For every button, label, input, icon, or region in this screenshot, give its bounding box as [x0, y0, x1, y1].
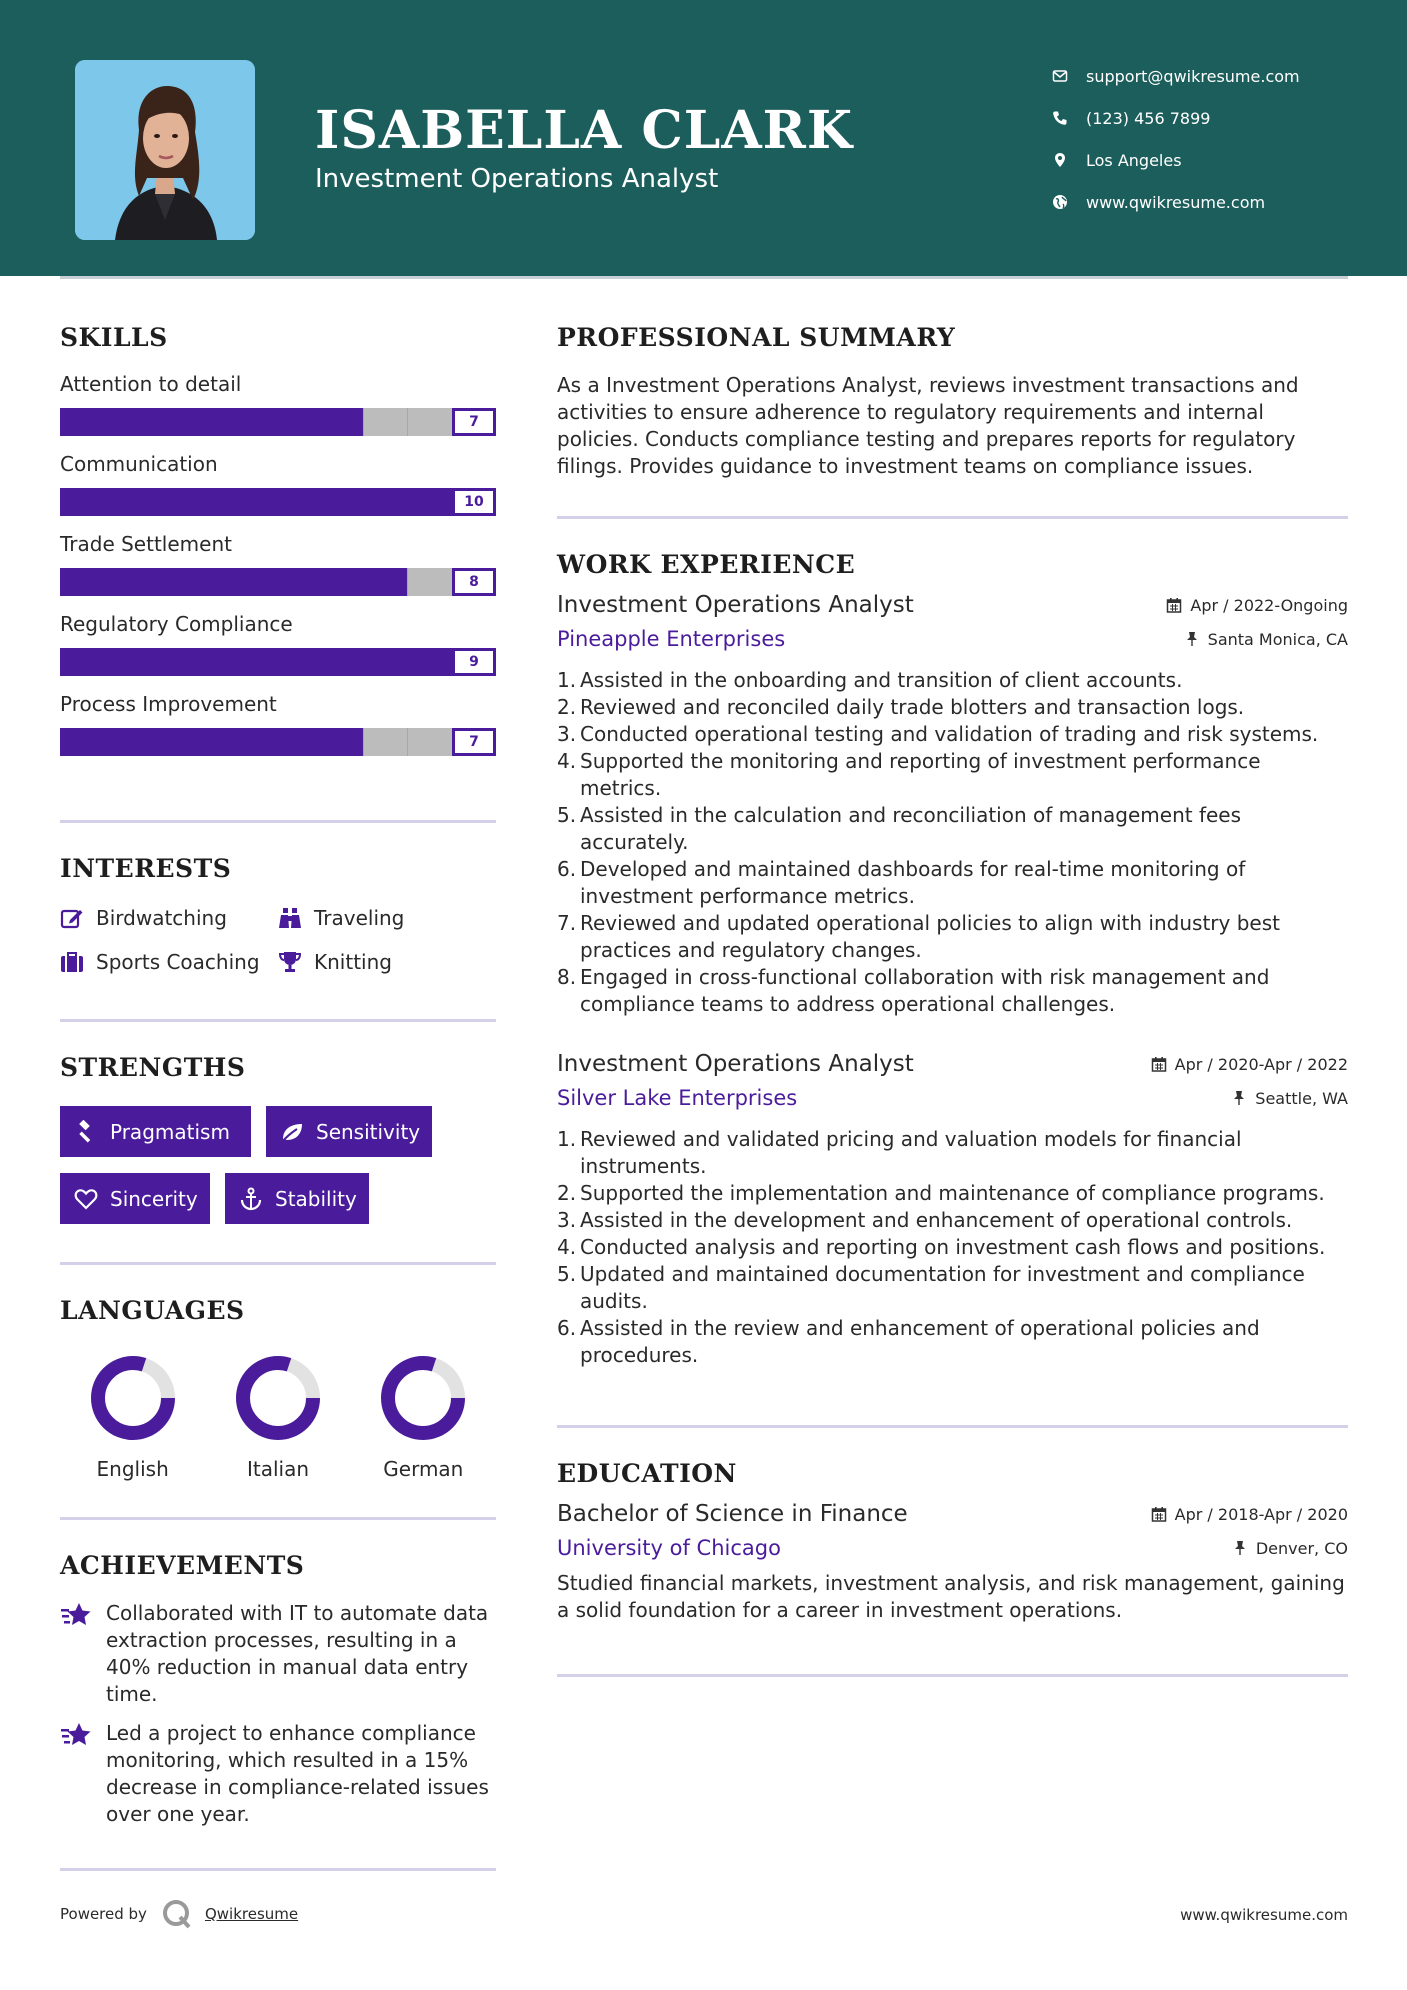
contact-list: [1050, 55, 1300, 223]
footer-branding: [60, 1898, 298, 1930]
pin-icon: [1184, 631, 1200, 647]
duty-text: Assisted in the onboarding and transition of client accounts.: [580, 668, 1183, 692]
duty-item: 5 . Assisted in the calculation and reconciliation of management fees accurately.: [557, 802, 1348, 856]
calendar-icon: [1166, 597, 1182, 613]
edit-icon: [60, 906, 84, 930]
duty-item: 3 . Conducted operational testing and validation of trading and risk systems.: [557, 721, 1348, 748]
skill-bar-segment: [233, 728, 276, 756]
job-duties: [557, 667, 1348, 1018]
language-donut: [88, 1353, 178, 1443]
skill-bar-segment: [104, 648, 148, 676]
globe-icon: [1050, 192, 1070, 212]
skill-bar-segment: [276, 408, 319, 436]
skill-bar-segment: [104, 488, 148, 516]
contact-phone[interactable]: [1050, 97, 1300, 139]
skill-bar-segment: [103, 728, 146, 756]
skill-bar-segment: [364, 568, 408, 596]
pin-icon: [1232, 1540, 1248, 1556]
section-divider: [60, 1262, 496, 1265]
achievement-item: [60, 1600, 496, 1708]
skill-level-value: 7: [452, 728, 496, 756]
duty-item: 5 . Updated and maintained documentation for investment and compliance audits.: [557, 1261, 1348, 1315]
qwikresume-logo-icon: [161, 1898, 193, 1930]
language-name: English: [96, 1457, 169, 1481]
skill-bar-segment: [60, 488, 104, 516]
skill-bar-segment: [190, 568, 233, 596]
contact-phone-text: (123) 456 7899: [1086, 108, 1211, 128]
binoculars-icon: [278, 906, 302, 930]
achievements-section: [60, 1548, 496, 1828]
language-donut: [233, 1353, 323, 1443]
experience-heading: WORK EXPERIENCE: [557, 550, 856, 579]
skill-bar-segment: [320, 568, 363, 596]
skills-heading: SKILLS: [60, 323, 168, 352]
phone-icon: [1050, 108, 1070, 128]
strength-badge: [225, 1173, 369, 1224]
job-role: Investment Operations Analyst: [557, 1051, 914, 1077]
skill-bar-segment: [60, 568, 103, 596]
job-date: [1151, 1055, 1348, 1074]
duty-item: 1 . Assisted in the onboarding and transition of client accounts.: [557, 667, 1348, 694]
education-location-text: Denver, CO: [1255, 1538, 1348, 1558]
education-date-text: Apr / 2018-Apr / 2020: [1174, 1504, 1348, 1524]
skill-level-value: 7: [452, 408, 496, 436]
education-degree: Bachelor of Science in Finance: [557, 1501, 908, 1527]
education-entry: [557, 1496, 1348, 1624]
strength-label: Stability: [275, 1186, 357, 1211]
education-description: Studied financial markets, investment analysis, and risk management, gaining a solid foundation for a career in investment operations.: [557, 1571, 1345, 1622]
education-school: University of Chicago: [557, 1536, 781, 1560]
skill-bar-segment: [147, 568, 190, 596]
envelope-icon: [1050, 66, 1070, 86]
skill-bar-segment: [321, 648, 365, 676]
skill-bar-segment: [409, 488, 453, 516]
skill-bar-segment: [234, 488, 278, 516]
skill-bar-segment: [234, 648, 278, 676]
strengths-heading: STRENGTHS: [60, 1053, 246, 1082]
strength-badge: [60, 1106, 251, 1157]
map-marker-icon: [1050, 150, 1070, 170]
heart-icon: [74, 1187, 98, 1211]
duty-text: Assisted in the development and enhancement of operational controls.: [580, 1208, 1293, 1232]
languages-section: [60, 1293, 496, 1481]
language-name: German: [383, 1457, 464, 1481]
job-location: [1231, 1089, 1348, 1108]
candidate-name: ISABELLA CLARK: [315, 100, 854, 161]
duty-item: 6 . Assisted in the review and enhancement of operational policies and procedures.: [557, 1315, 1348, 1369]
interest-label: Sports Coaching: [96, 950, 260, 974]
skill-bar: [60, 568, 496, 596]
duty-item: 3 . Assisted in the development and enhancement of operational controls.: [557, 1207, 1348, 1234]
skill-bar-segment: [147, 488, 191, 516]
skill-bar-segment: [365, 488, 409, 516]
calendar-icon: [1151, 1506, 1167, 1522]
duty-item: 7 . Reviewed and updated operational policies to align with industry best practices and regulatory changes.: [557, 910, 1348, 964]
interests-section: [60, 851, 496, 975]
skill-bar-segment: [60, 728, 103, 756]
skill-bar-segment: [60, 648, 104, 676]
achievement-text: Collaborated with IT to automate data extraction processes, resulting in a 40% reduction in manual data entry time.: [106, 1601, 489, 1706]
skill-level-value: 9: [452, 648, 496, 676]
duty-text: Conducted operational testing and validation of trading and risk systems.: [580, 722, 1319, 746]
contact-website-text: www.qwikresume.com: [1086, 192, 1266, 212]
section-divider: [60, 1517, 496, 1520]
language-item: [60, 1353, 205, 1481]
achievement-item: [60, 1720, 496, 1828]
contact-location-text: Los Angeles: [1086, 150, 1182, 170]
left-column: [60, 320, 496, 1871]
summary-heading: PROFESSIONAL SUMMARY: [557, 323, 956, 352]
section-divider: [60, 1868, 496, 1871]
duty-text: Assisted in the calculation and reconciliation of management fees accurately.: [580, 803, 1242, 854]
interest-item: [278, 905, 496, 931]
duty-text: Developed and maintained dashboards for real-time monitoring of investment performance metrics.: [580, 857, 1246, 908]
section-divider: [60, 820, 496, 823]
job-entry: [557, 587, 1348, 1018]
star-icon: [60, 1598, 94, 1632]
duty-item: 6 . Developed and maintained dashboards for real-time monitoring of investment performance metrics.: [557, 856, 1348, 910]
leaf-icon: [280, 1120, 304, 1144]
skill-name: Trade Settlement: [60, 532, 232, 556]
skill-bar-segment: [191, 648, 235, 676]
strength-badge: [266, 1106, 432, 1157]
skill-bar-segment: [190, 408, 233, 436]
duty-item: 2 . Supported the implementation and maintenance of compliance programs.: [557, 1180, 1348, 1207]
duty-text: Reviewed and reconciled daily trade blotters and transaction logs.: [580, 695, 1245, 719]
skill-name: Communication: [60, 452, 218, 476]
skill-bar-segment: [103, 568, 146, 596]
skill-bar-segment: [147, 648, 191, 676]
duty-item: 4 . Supported the monitoring and reporting of investment performance metrics.: [557, 748, 1348, 802]
strengths-section: [60, 1050, 496, 1224]
language-item: [205, 1353, 350, 1481]
contact-email[interactable]: [1050, 55, 1300, 97]
skill-item: [60, 448, 496, 516]
skill-bar-segment: [60, 408, 103, 436]
contact-website[interactable]: [1050, 181, 1300, 223]
duty-item: 8 . Engaged in cross-functional collaboration with risk management and compliance teams to address operational challenges.: [557, 964, 1348, 1018]
strength-badge: [60, 1173, 210, 1224]
anchor-icon: [239, 1187, 263, 1211]
skill-bar: [60, 728, 496, 756]
resume-header: [0, 0, 1407, 276]
trophy-icon: [278, 950, 302, 974]
pin-icon: [1231, 1090, 1247, 1106]
skill-bar-segment: [408, 648, 453, 676]
skill-bar: [60, 408, 496, 436]
education-section: [557, 1456, 1348, 1624]
calendar-icon: [1151, 1056, 1167, 1072]
skill-item: [60, 368, 496, 436]
skill-name: Attention to detail: [60, 372, 242, 396]
language-donut: [378, 1353, 468, 1443]
language-name: Italian: [246, 1457, 310, 1481]
summary-section: [557, 320, 1348, 480]
right-column: [557, 320, 1348, 1677]
strength-label: Sincerity: [110, 1186, 198, 1211]
contact-location: [1050, 139, 1300, 181]
duty-text: Supported the implementation and maintenance of compliance programs.: [580, 1181, 1325, 1205]
education-date: [1151, 1505, 1348, 1524]
skill-bar-segment: [278, 488, 322, 516]
interests-heading: INTERESTS: [60, 854, 232, 883]
duty-text: Supported the monitoring and reporting of investment performance metrics.: [580, 749, 1261, 800]
duty-text: Reviewed and updated operational policies to align with industry best practices and regulatory changes.: [580, 911, 1280, 962]
skill-bar-segment: [234, 568, 277, 596]
job-entry: [557, 1046, 1348, 1369]
profile-photo: [75, 60, 255, 240]
skill-bar: [60, 648, 496, 676]
education-location: [1232, 1539, 1348, 1558]
skill-bar-segment: [408, 728, 452, 756]
job-location: [1184, 630, 1348, 649]
profile-photo-image: [75, 60, 255, 240]
skill-bar-segment: [277, 568, 320, 596]
interest-label: Knitting: [314, 950, 392, 974]
strength-label: Sensitivity: [316, 1119, 421, 1144]
skill-name: Regulatory Compliance: [60, 612, 293, 636]
skill-bar-segment: [278, 648, 322, 676]
interest-item: [60, 949, 278, 975]
skill-bar-segment: [103, 408, 146, 436]
languages-heading: LANGUAGES: [60, 1296, 245, 1325]
duty-text: Assisted in the review and enhancement of operational policies and procedures.: [580, 1316, 1260, 1367]
skill-bar-segment: [408, 568, 452, 596]
duty-item: 4 . Conducted analysis and reporting on investment cash flows and positions.: [557, 1234, 1348, 1261]
skill-bar-segment: [320, 408, 364, 436]
section-divider: [557, 516, 1348, 519]
skill-bar-segment: [233, 408, 276, 436]
duty-text: Updated and maintained documentation for investment and compliance audits.: [580, 1262, 1305, 1313]
skill-level-value: 10: [452, 488, 496, 516]
skill-bar-segment: [147, 408, 190, 436]
duty-text: Conducted analysis and reporting on investment cash flows and positions.: [580, 1235, 1326, 1259]
skill-name: Process Improvement: [60, 692, 277, 716]
job-location-text: Santa Monica, CA: [1207, 629, 1348, 649]
achievements-heading: ACHIEVEMENTS: [60, 1551, 305, 1580]
skill-bar-segment: [365, 648, 409, 676]
achievement-text: Led a project to enhance compliance monitoring, which resulted in a 15% decrease in compliance-related issues over one year.: [106, 1721, 489, 1826]
skill-bar-segment: [364, 728, 408, 756]
interest-item: [60, 905, 278, 931]
job-date-text: Apr / 2020-Apr / 2022: [1174, 1054, 1348, 1074]
candidate-title: Investment Operations Analyst: [315, 164, 719, 194]
header-divider: [60, 276, 1348, 279]
interest-item: [278, 949, 496, 975]
job-date-text: Apr / 2022-Ongoing: [1190, 595, 1348, 615]
strength-label: Pragmatism: [110, 1119, 230, 1144]
skill-item: [60, 528, 496, 596]
skill-bar-segment: [322, 488, 366, 516]
skill-bar-segment: [191, 488, 235, 516]
summary-text: As a Investment Operations Analyst, reviews investment transactions and activities to ensure adherence to regulatory requirements and internal policies. Conducts compliance testing and prepares reports for regulatory filings. Provides guidance to investment teams on compliance issues.: [557, 373, 1299, 478]
skills-section: [60, 320, 496, 756]
skill-bar-segment: [408, 408, 452, 436]
brand-link[interactable]: Qwikresume: [204, 1905, 299, 1923]
section-divider: [557, 1425, 1348, 1428]
star-icon: [60, 1718, 94, 1752]
section-divider: [60, 1019, 496, 1022]
skill-item: [60, 688, 496, 756]
skill-level-value: 8: [452, 568, 496, 596]
skill-bar-segment: [147, 728, 190, 756]
language-item: [351, 1353, 496, 1481]
skill-bar-segment: [276, 728, 319, 756]
footer-website[interactable]: www.qwikresume.com: [1180, 1906, 1348, 1924]
briefcase-icon: [60, 950, 84, 974]
skill-bar-segment: [320, 728, 364, 756]
section-divider: [557, 1674, 1348, 1677]
contact-email-text: support@qwikresume.com: [1086, 66, 1300, 86]
skill-bar-segment: [190, 728, 233, 756]
duty-item: 2 . Reviewed and reconciled daily trade blotters and transaction logs.: [557, 694, 1348, 721]
duty-text: Reviewed and validated pricing and valuation models for financial instruments.: [580, 1127, 1242, 1178]
duty-text: Engaged in cross-functional collaboration with risk management and compliance teams to address operational challenges.: [580, 965, 1270, 1016]
job-location-text: Seattle, WA: [1255, 1088, 1348, 1108]
job-company: Pineapple Enterprises: [557, 627, 786, 651]
job-company: Silver Lake Enterprises: [557, 1086, 798, 1110]
experience-section: [557, 547, 1348, 1369]
interest-label: Birdwatching: [96, 906, 227, 930]
education-heading: EDUCATION: [557, 1459, 737, 1488]
job-role: Investment Operations Analyst: [557, 592, 914, 618]
job-duties: [557, 1126, 1348, 1369]
powered-by-text: Powered by: [60, 1905, 147, 1923]
duty-item: 1 . Reviewed and validated pricing and valuation models for financial instruments.: [557, 1126, 1348, 1180]
skill-bar: [60, 488, 496, 516]
interest-label: Traveling: [314, 906, 405, 930]
skill-item: [60, 608, 496, 676]
gavel-icon: [74, 1120, 98, 1144]
job-date: [1166, 596, 1348, 615]
skill-bar-segment: [364, 408, 408, 436]
